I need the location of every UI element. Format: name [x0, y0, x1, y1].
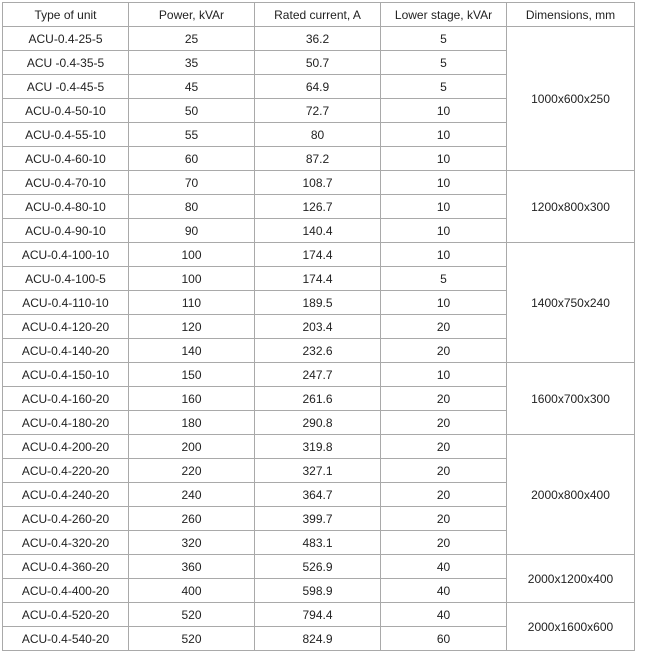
table-row [3, 27, 635, 51]
cell-dimensions: 2000x1600x600 [507, 603, 635, 651]
cell-type-of-unit: ACU-0.4-200-20 [3, 435, 129, 459]
table-row [3, 363, 635, 387]
cell-dimensions: 2000x1200x400 [507, 555, 635, 603]
cell-type-of-unit: ACU-0.4-520-20 [3, 603, 129, 627]
header-type-of-unit: Type of unit [3, 3, 129, 27]
cell-power: 260 [129, 507, 255, 531]
cell-type-of-unit: ACU-0.4-100-10 [3, 243, 129, 267]
cell-lower-stage: 20 [381, 411, 507, 435]
cell-rated-current: 261.6 [255, 387, 381, 411]
cell-lower-stage: 40 [381, 579, 507, 603]
cell-power: 360 [129, 555, 255, 579]
cell-power: 100 [129, 267, 255, 291]
cell-lower-stage: 20 [381, 387, 507, 411]
cell-power: 140 [129, 339, 255, 363]
cell-rated-current: 50.7 [255, 51, 381, 75]
cell-lower-stage: 10 [381, 123, 507, 147]
table-row [3, 171, 635, 195]
cell-rated-current: 36.2 [255, 27, 381, 51]
cell-type-of-unit: ACU-0.4-220-20 [3, 459, 129, 483]
cell-rated-current: 483.1 [255, 531, 381, 555]
cell-type-of-unit: ACU-0.4-240-20 [3, 483, 129, 507]
cell-lower-stage: 5 [381, 27, 507, 51]
cell-type-of-unit: ACU-0.4-70-10 [3, 171, 129, 195]
header-lower-stage: Lower stage, kVAr [381, 3, 507, 27]
cell-dimensions: 1200x800x300 [507, 171, 635, 243]
cell-type-of-unit: ACU-0.4-160-20 [3, 387, 129, 411]
cell-power: 35 [129, 51, 255, 75]
cell-lower-stage: 10 [381, 243, 507, 267]
cell-rated-current: 794.4 [255, 603, 381, 627]
cell-rated-current: 399.7 [255, 507, 381, 531]
cell-type-of-unit: ACU-0.4-400-20 [3, 579, 129, 603]
cell-power: 80 [129, 195, 255, 219]
table-row [3, 555, 635, 579]
table-row [3, 435, 635, 459]
cell-power: 60 [129, 147, 255, 171]
cell-power: 50 [129, 99, 255, 123]
cell-type-of-unit: ACU-0.4-360-20 [3, 555, 129, 579]
cell-type-of-unit: ACU-0.4-260-20 [3, 507, 129, 531]
cell-power: 400 [129, 579, 255, 603]
cell-lower-stage: 10 [381, 291, 507, 315]
cell-power: 110 [129, 291, 255, 315]
cell-type-of-unit: ACU -0.4-45-5 [3, 75, 129, 99]
header-rated-current: Rated current, A [255, 3, 381, 27]
cell-rated-current: 87.2 [255, 147, 381, 171]
cell-power: 520 [129, 627, 255, 651]
cell-type-of-unit: ACU -0.4-35-5 [3, 51, 129, 75]
cell-type-of-unit: ACU-0.4-90-10 [3, 219, 129, 243]
cell-lower-stage: 5 [381, 75, 507, 99]
cell-dimensions: 1000x600x250 [507, 27, 635, 171]
header-dimensions: Dimensions, mm [507, 3, 635, 27]
cell-rated-current: 108.7 [255, 171, 381, 195]
cell-rated-current: 247.7 [255, 363, 381, 387]
cell-rated-current: 80 [255, 123, 381, 147]
cell-rated-current: 126.7 [255, 195, 381, 219]
table-body [3, 27, 635, 651]
cell-lower-stage: 10 [381, 195, 507, 219]
cell-type-of-unit: ACU-0.4-150-10 [3, 363, 129, 387]
cell-power: 25 [129, 27, 255, 51]
cell-power: 520 [129, 603, 255, 627]
cell-rated-current: 319.8 [255, 435, 381, 459]
cell-rated-current: 174.4 [255, 243, 381, 267]
cell-lower-stage: 40 [381, 603, 507, 627]
cell-lower-stage: 10 [381, 171, 507, 195]
cell-lower-stage: 20 [381, 435, 507, 459]
cell-power: 160 [129, 387, 255, 411]
cell-power: 100 [129, 243, 255, 267]
cell-type-of-unit: ACU-0.4-25-5 [3, 27, 129, 51]
cell-type-of-unit: ACU-0.4-140-20 [3, 339, 129, 363]
cell-lower-stage: 20 [381, 339, 507, 363]
cell-power: 150 [129, 363, 255, 387]
cell-type-of-unit: ACU-0.4-100-5 [3, 267, 129, 291]
table-row [3, 243, 635, 267]
cell-lower-stage: 20 [381, 531, 507, 555]
cell-power: 90 [129, 219, 255, 243]
cell-type-of-unit: ACU-0.4-50-10 [3, 99, 129, 123]
cell-rated-current: 364.7 [255, 483, 381, 507]
cell-lower-stage: 60 [381, 627, 507, 651]
cell-power: 120 [129, 315, 255, 339]
cell-rated-current: 598.9 [255, 579, 381, 603]
cell-dimensions: 2000x800x400 [507, 435, 635, 555]
cell-power: 180 [129, 411, 255, 435]
cell-power: 320 [129, 531, 255, 555]
table-header-row [3, 3, 635, 27]
cell-lower-stage: 5 [381, 51, 507, 75]
table-row [3, 603, 635, 627]
cell-lower-stage: 10 [381, 363, 507, 387]
cell-rated-current: 290.8 [255, 411, 381, 435]
cell-rated-current: 327.1 [255, 459, 381, 483]
cell-rated-current: 72.7 [255, 99, 381, 123]
cell-rated-current: 174.4 [255, 267, 381, 291]
cell-power: 240 [129, 483, 255, 507]
cell-lower-stage: 10 [381, 147, 507, 171]
header-power: Power, kVAr [129, 3, 255, 27]
cell-rated-current: 824.9 [255, 627, 381, 651]
cell-type-of-unit: ACU-0.4-60-10 [3, 147, 129, 171]
cell-power: 70 [129, 171, 255, 195]
cell-rated-current: 203.4 [255, 315, 381, 339]
cell-rated-current: 232.6 [255, 339, 381, 363]
cell-type-of-unit: ACU-0.4-120-20 [3, 315, 129, 339]
cell-lower-stage: 10 [381, 99, 507, 123]
cell-power: 45 [129, 75, 255, 99]
cell-lower-stage: 10 [381, 219, 507, 243]
cell-rated-current: 140.4 [255, 219, 381, 243]
cell-dimensions: 1600x700x300 [507, 363, 635, 435]
cell-type-of-unit: ACU-0.4-80-10 [3, 195, 129, 219]
cell-type-of-unit: ACU-0.4-110-10 [3, 291, 129, 315]
cell-rated-current: 526.9 [255, 555, 381, 579]
cell-lower-stage: 5 [381, 267, 507, 291]
cell-dimensions: 1400x750x240 [507, 243, 635, 363]
cell-type-of-unit: ACU-0.4-320-20 [3, 531, 129, 555]
cell-type-of-unit: ACU-0.4-55-10 [3, 123, 129, 147]
cell-type-of-unit: ACU-0.4-540-20 [3, 627, 129, 651]
cell-lower-stage: 20 [381, 507, 507, 531]
cell-lower-stage: 20 [381, 315, 507, 339]
specifications-table [2, 2, 635, 651]
cell-lower-stage: 20 [381, 483, 507, 507]
cell-power: 200 [129, 435, 255, 459]
cell-type-of-unit: ACU-0.4-180-20 [3, 411, 129, 435]
cell-lower-stage: 40 [381, 555, 507, 579]
cell-rated-current: 64.9 [255, 75, 381, 99]
cell-power: 220 [129, 459, 255, 483]
cell-rated-current: 189.5 [255, 291, 381, 315]
cell-power: 55 [129, 123, 255, 147]
cell-lower-stage: 20 [381, 459, 507, 483]
